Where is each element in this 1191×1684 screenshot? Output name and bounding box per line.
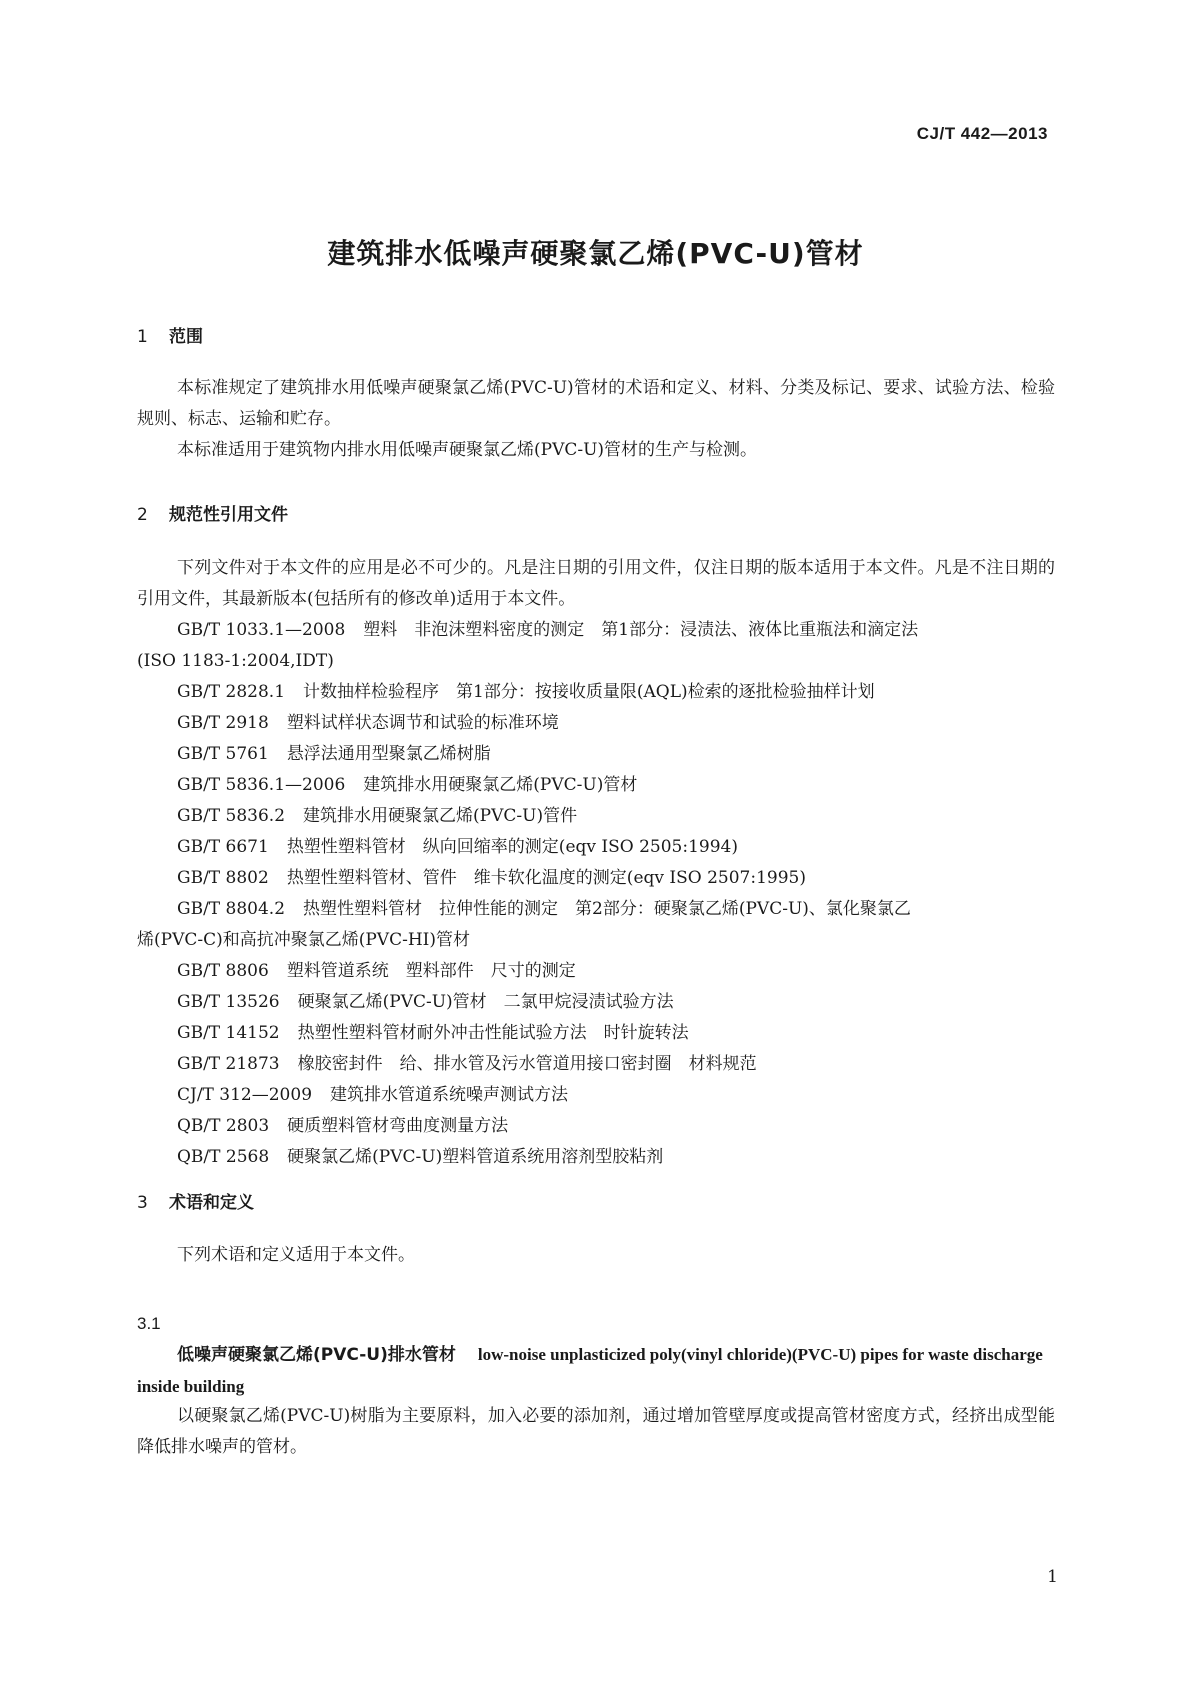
page-number: 1: [1047, 1567, 1058, 1587]
references-intro: 下列文件对于本文件的应用是必不可少的。凡是注日期的引用文件，仅注日期的版本适用于本文件。凡是不注日期的引用文件，其最新版本(包括所有的修改单)适用于本文件。: [137, 558, 1055, 609]
scope-paragraph-2: 本标准适用于建筑物内排水用低噪声硬聚氯乙烯(PVC-U)管材的生产与检测。: [177, 440, 758, 460]
reference-item: GB/T 2828.1 计数抽样检验程序 第1部分：按接收质量限(AQL)检索的逐批检验抽样计划: [177, 682, 875, 702]
reference-item: GB/T 21873 橡胶密封件 给、排水管及污水管道用接口密封圈 材料规范: [177, 1054, 757, 1074]
section-2-heading: [137, 500, 288, 525]
term-english: low-noise unplasticized poly(vinyl chloride)(PVC-U) pipes for waste discharge inside building: [137, 1345, 1043, 1396]
reference-item: GB/T 6671 热塑性塑料管材 纵向回缩率的测定(eqv ISO 2505:1994): [177, 837, 738, 857]
reference-list: [137, 615, 1055, 1173]
section-3-intro-block: [137, 1240, 1055, 1271]
reference-item: QB/T 2803 硬质塑料管材弯曲度测量方法: [177, 1116, 509, 1136]
terms-intro: 下列术语和定义适用于本文件。: [177, 1245, 415, 1265]
document-title: 建筑排水低噪声硬聚氯乙烯(PVC-U)管材: [327, 237, 864, 270]
reference-item: QB/T 2568 硬聚氯乙烯(PVC-U)塑料管道系统用溶剂型胶粘剂: [177, 1147, 664, 1167]
section-2-number: 2: [137, 505, 148, 525]
reference-item: GB/T 1033.1—2008 塑料 非泡沫塑料密度的测定 第1部分：浸渍法、液体比重瓶法和滴定法 (ISO 1183-1:2004,IDT): [137, 620, 919, 671]
term-number: 3.1: [137, 1314, 161, 1333]
reference-item: CJ/T 312—2009 建筑排水管道系统噪声测试方法: [177, 1085, 569, 1105]
section-1-title: 范围: [169, 327, 203, 347]
section-1-body: [137, 373, 1055, 466]
reference-item: GB/T 14152 热塑性塑料管材耐外冲击性能试验方法 时针旋转法: [177, 1023, 689, 1043]
term-definition: 以硬聚氯乙烯(PVC-U)树脂为主要原料，加入必要的添加剂，通过增加管壁厚度或提高管材密度方式，经挤出成型能降低排水噪声的管材。: [137, 1406, 1055, 1457]
section-3-heading: [137, 1188, 254, 1213]
reference-item: GB/T 8806 塑料管道系统 塑料部件 尺寸的测定: [177, 961, 576, 981]
section-3-title: 术语和定义: [169, 1193, 254, 1213]
standard-code: CJ/T 442—2013: [916, 124, 1048, 143]
reference-item: GB/T 5836.1—2006 建筑排水用硬聚氯乙烯(PVC-U)管材: [177, 775, 638, 795]
term-definition-block: [137, 1401, 1055, 1463]
term-chinese: 低噪声硬聚氯乙烯(PVC-U)排水管材: [177, 1345, 456, 1365]
reference-item: GB/T 5761 悬浮法通用型聚氯乙烯树脂: [177, 744, 491, 764]
scope-paragraph-1: 本标准规定了建筑排水用低噪声硬聚氯乙烯(PVC-U)管材的术语和定义、材料、分类及标记、要求、试验方法、检验规则、标志、运输和贮存。: [137, 378, 1055, 429]
section-2-intro-block: [137, 553, 1055, 615]
section-3-number: 3: [137, 1193, 148, 1213]
reference-item: GB/T 8802 热塑性塑料管材、管件 维卡软化温度的测定(eqv ISO 2507:1995): [177, 868, 806, 888]
reference-item: GB/T 2918 塑料试样状态调节和试验的标准环境: [177, 713, 559, 733]
reference-item: GB/T 8804.2 热塑性塑料管材 拉伸性能的测定 第2部分：硬聚氯乙烯(PVC-U)、氯化聚氯乙 烯(PVC-C)和高抗冲聚氯乙烯(PVC-HI)管材: [137, 899, 911, 950]
term-entry: [137, 1339, 1055, 1403]
reference-item: GB/T 13526 硬聚氯乙烯(PVC-U)管材 二氯甲烷浸渍试验方法: [177, 992, 674, 1012]
section-2-title: 规范性引用文件: [169, 505, 288, 525]
section-1-heading: [137, 322, 203, 347]
section-1-number: 1: [137, 327, 148, 347]
reference-item: GB/T 5836.2 建筑排水用硬聚氯乙烯(PVC-U)管件: [177, 806, 578, 826]
